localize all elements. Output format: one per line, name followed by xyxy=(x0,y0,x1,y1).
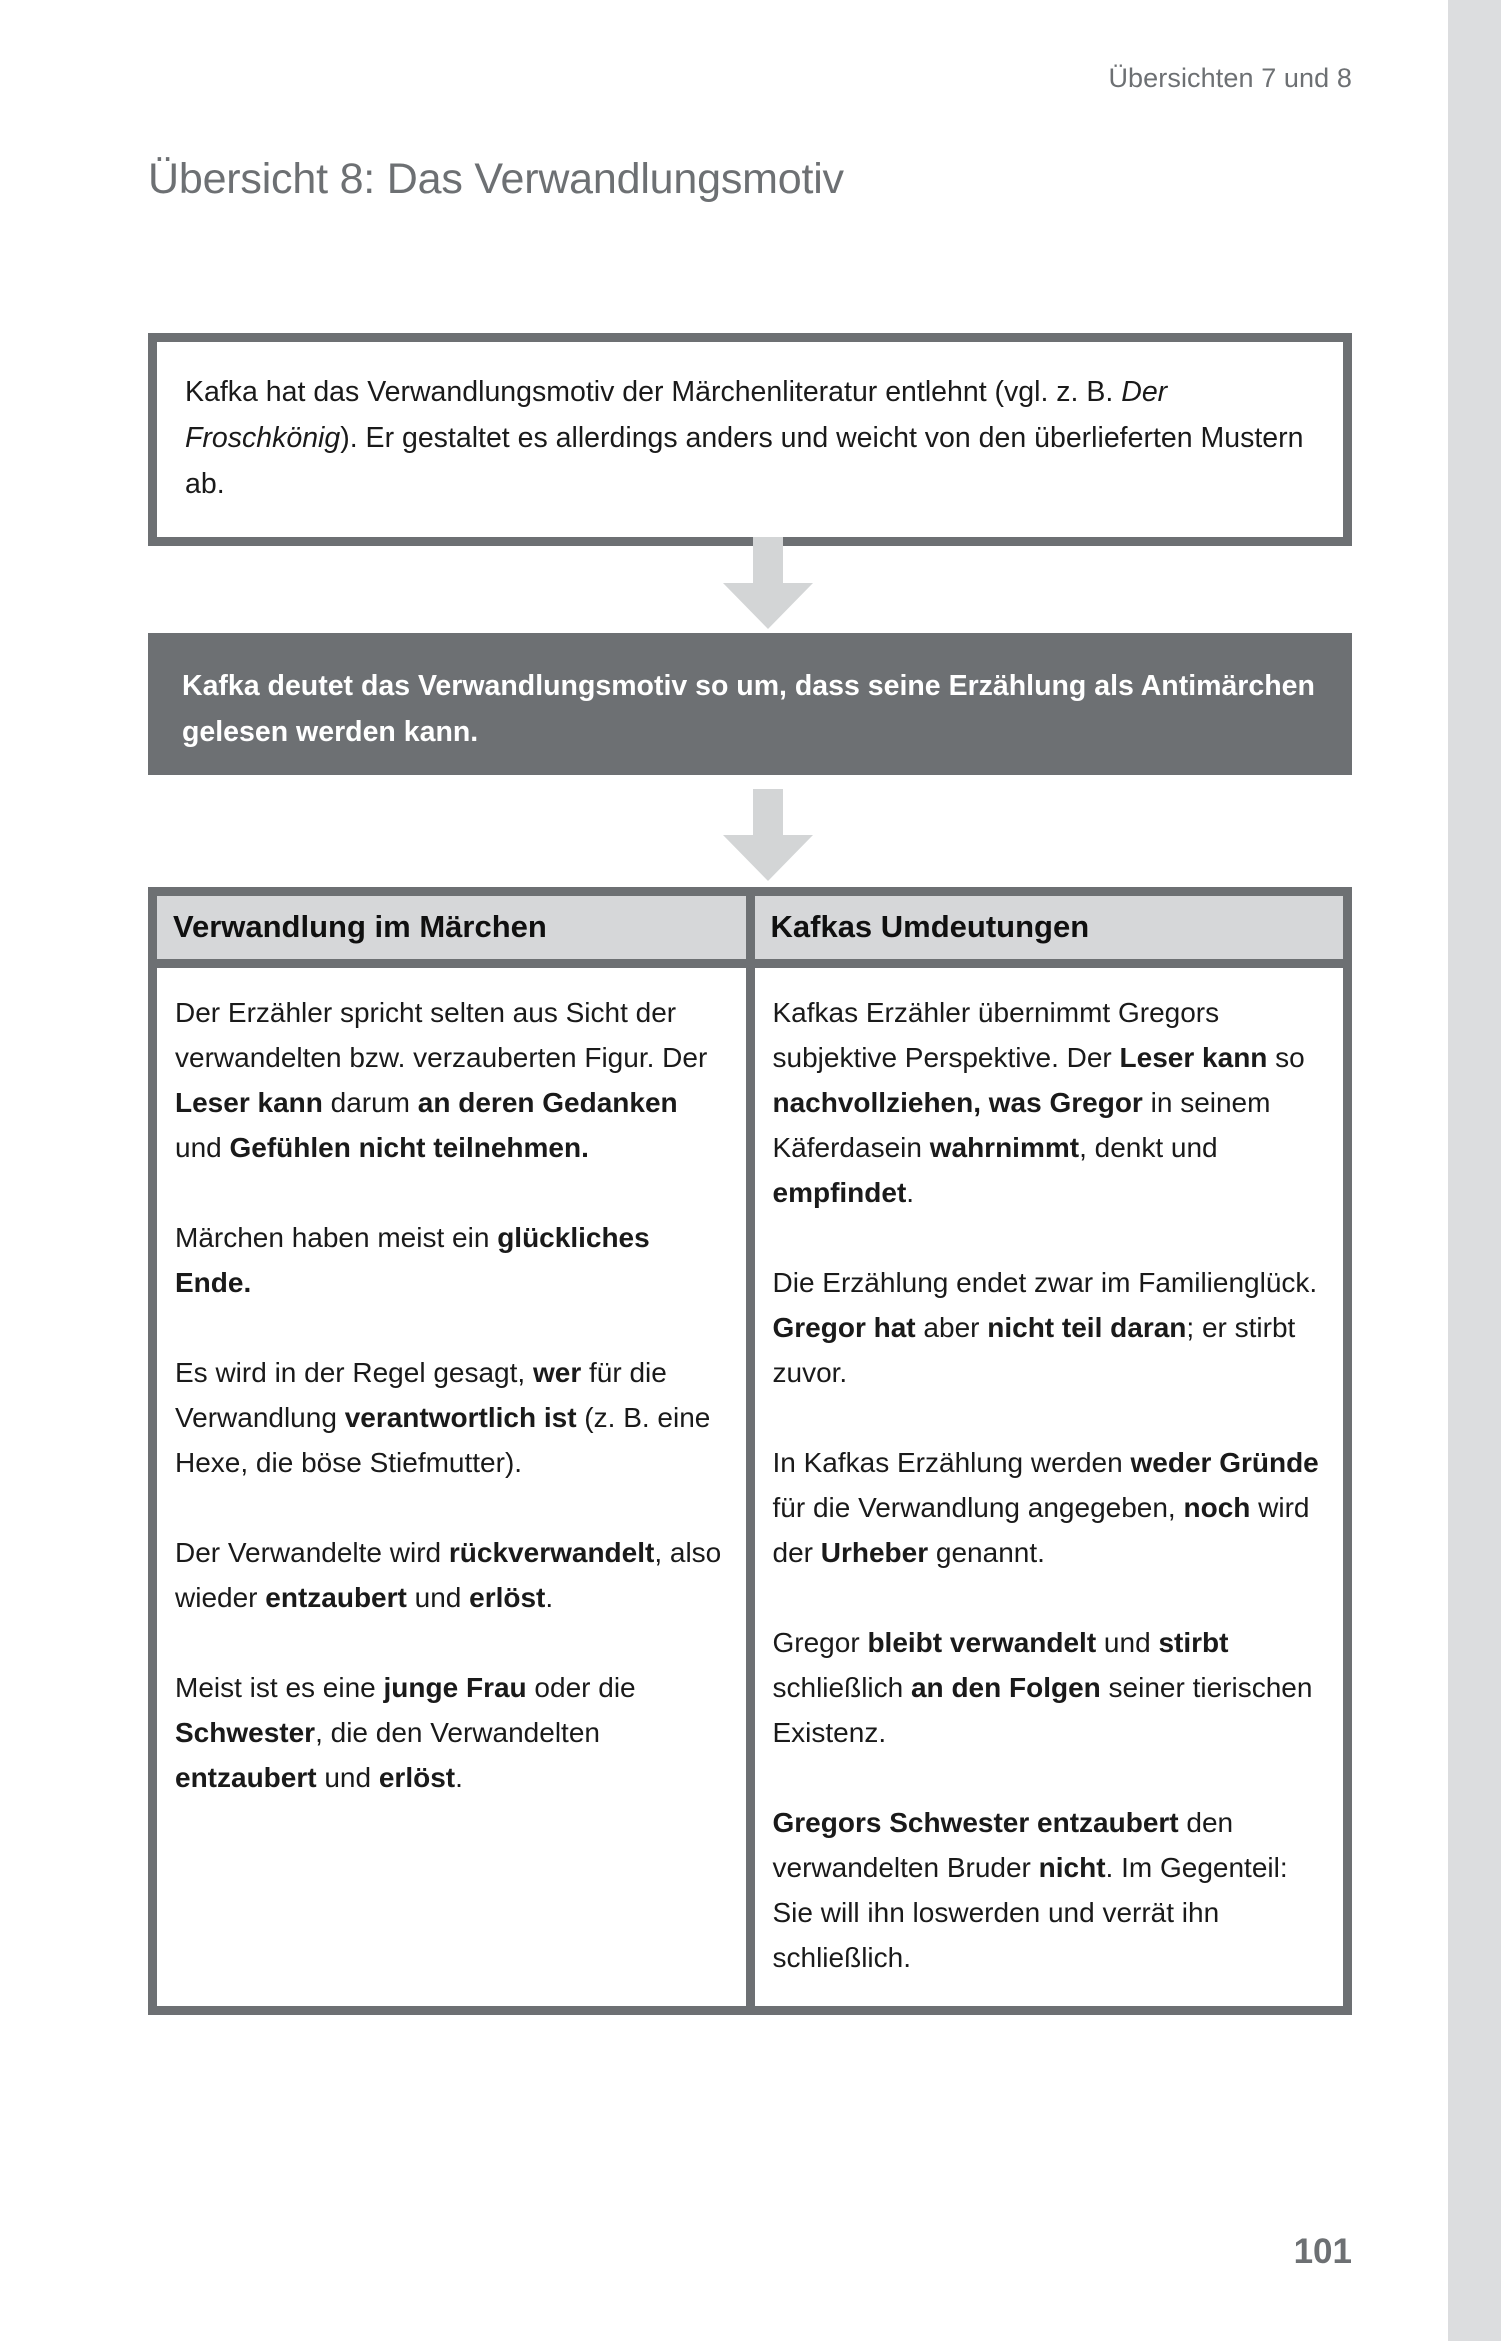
page-edge-strip xyxy=(1448,0,1501,2341)
page-number: 101 xyxy=(1293,2232,1352,2271)
column-header-maerchen: Verwandlung im Märchen xyxy=(157,896,746,959)
statement-box-text: Kafka deutet das Verwandlungsmotiv so um, dass seine Erzählung als Antimärchen gelesen werden kann. xyxy=(182,670,1315,748)
intro-box-text: Kafka hat das Verwandlungsmotiv der Märchenliteratur entlehnt (vgl. z. B. Der Froschkönig). Er gestaltet es allerdings anders und weicht von den überlieferten Mustern ab. xyxy=(185,376,1304,500)
table-column-maerchen xyxy=(157,896,746,2006)
comparison-table xyxy=(148,887,1352,2015)
table-cell: Gregors Schwester entzaubert den verwandelten Bruder nicht. Im Gegenteil: Sie will ihn loswerden und verrät ihn schließlich. xyxy=(772,1807,1288,1973)
intro-box xyxy=(148,333,1352,546)
statement-box xyxy=(148,633,1352,775)
arrow-down-icon-1 xyxy=(723,537,813,629)
table-cell: Meist ist es eine junge Frau oder die Schwester, die den Verwandelten entzaubert und erlöst. xyxy=(175,1672,636,1793)
column-header-kafka: Kafkas Umdeutungen xyxy=(755,896,1344,959)
table-column-kafka xyxy=(755,896,1344,2006)
arrow-down-icon-2 xyxy=(723,789,813,881)
table-cell: Der Verwandelte wird rückverwandelt, also wieder entzaubert und erlöst. xyxy=(175,1537,722,1613)
table-cell: Gregor bleibt verwandelt und stirbt schließlich an den Folgen seiner tierischen Existenz. xyxy=(772,1627,1313,1748)
page-title: Übersicht 8: Das Verwandlungsmotiv xyxy=(148,155,844,203)
running-head: Übersichten 7 und 8 xyxy=(1108,63,1352,93)
table-cell: Märchen haben meist ein glückliches Ende. xyxy=(175,1222,650,1298)
table-cell: Kafkas Erzähler übernimmt Gregors subjektive Perspektive. Der Leser kann so nachvollziehen, was Gregor in seinem Käferdasein wahrnimmt, denkt und empfindet. xyxy=(772,997,1305,1208)
column-body-maerchen xyxy=(157,968,746,2006)
table-cell: Es wird in der Regel gesagt, wer für die Verwandlung verantwortlich ist (z. B. eine Hexe, die böse Stiefmutter). xyxy=(175,1357,711,1478)
table-cell: In Kafkas Erzählung werden weder Gründe für die Verwandlung angegeben, noch wird der Urheber genannt. xyxy=(772,1447,1319,1568)
table-cell: Der Erzähler spricht selten aus Sicht der verwandelten bzw. verzauberten Figur. Der Leser kann darum an deren Gedanken und Gefühlen nicht teilnehmen. xyxy=(175,997,708,1163)
column-body-kafka xyxy=(755,968,1344,2006)
table-cell: Die Erzählung endet zwar im Familienglück. Gregor hat aber nicht teil daran; er stirbt zuvor. xyxy=(772,1267,1318,1388)
